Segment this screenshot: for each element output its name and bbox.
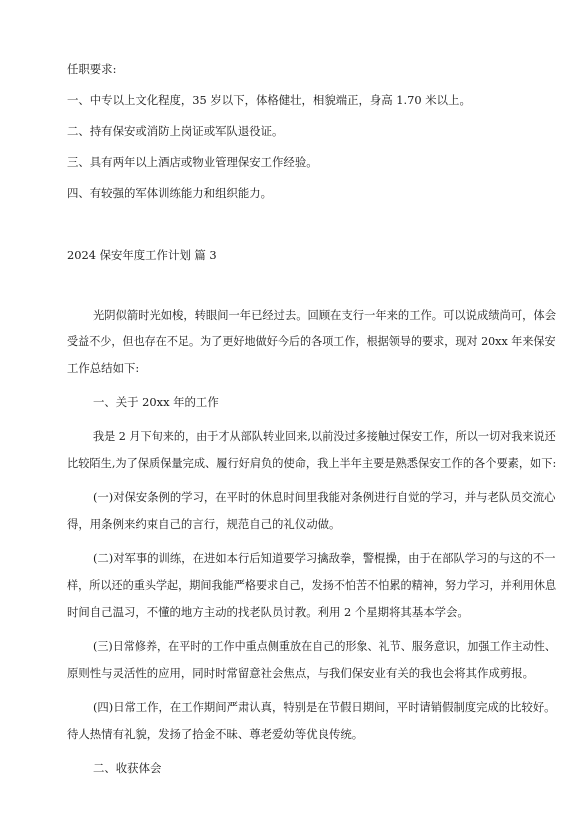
item2-line-3: 时间自己温习，不懂的地方主动的找老队员讨教。利用 2 个星期将其基本学会。 [67,605,469,619]
requirement-item-2: 二、持有保安或消防上岗证或军队退役证。 [67,124,284,138]
requirement-item-4: 四、有较强的军体训练能力和组织能力。 [67,186,273,200]
part1-heading: 一、关于 20xx 年的工作 [93,395,219,409]
intro-line-3: 工作总结如下: [67,361,140,375]
item2-line-2: 样，所以还的重头学起，期间我能严格要求自己，发扬不怕苦不怕累的精神，努力学习，并利用休息 [67,578,557,592]
item3-line-2: 原则性与灵活性的应用，同时时常留意社会焦点，与我们保安业有关的我也会将其作成剪报。 [67,666,535,680]
intro-line-1: 光阴似箭时光如梭，转眼间一年已经过去。回顾在支行一年来的工作。可以说成绩尚可，体会 [93,308,557,322]
item1-line-2: 得，用条例来约束自己的言行，规范自己的礼仪动做。 [67,517,341,531]
requirement-item-1: 一、中专以上文化程度，35 岁以下，体格健壮，相貌端正，身高 1.70 米以上。 [67,93,471,107]
intro-line-2: 受益不少，但也存在不足。为了更好地做好今后的各项工作，根据领导的要求，现对 20xx 年来保安 [67,334,556,348]
part1-opening-line-2: 比较陌生,为了保质保量完成、履行好肩负的使命，我上半年主要是熟悉保安工作的各个要素，如下: [67,456,557,470]
item2-line-1: (二)对军事的训练，在进如本行后知道要学习擒敌拳，警棍操，由于在部队学习的与这的不一 [93,551,556,565]
requirement-item-3: 三、具有两年以上酒店或物业管理保安工作经验。 [67,155,318,169]
item4-line-2: 待人热情有礼貌，发扬了拾金不昧、尊老爱幼等优良传统。 [67,727,364,741]
part2-heading: 二、收获体会 [93,761,162,775]
requirements-heading: 任职要求: [67,62,117,76]
item3-line-1: (三)日常修养，在平时的工作中重点侧重放在自己的形象、礼节、服务意识，加强工作主动性、 [93,639,556,653]
part1-opening-line-1: 我是 2 月下旬来的，由于才从部队转业回来,以前没过多接触过保安工作，所以一切对我来说还 [93,429,556,443]
item1-line-1: (一)对保安条例的学习，在平时的休息时间里我能对条例进行自觉的学习，并与老队员交流心 [93,490,556,504]
item4-line-1: (四)日常工作，在工作期间严肃认真，特别是在节假日期间，平时请销假制度完成的比较好。 [93,700,556,714]
section-title: 2024 保安年度工作计划 篇 3 [67,248,217,262]
